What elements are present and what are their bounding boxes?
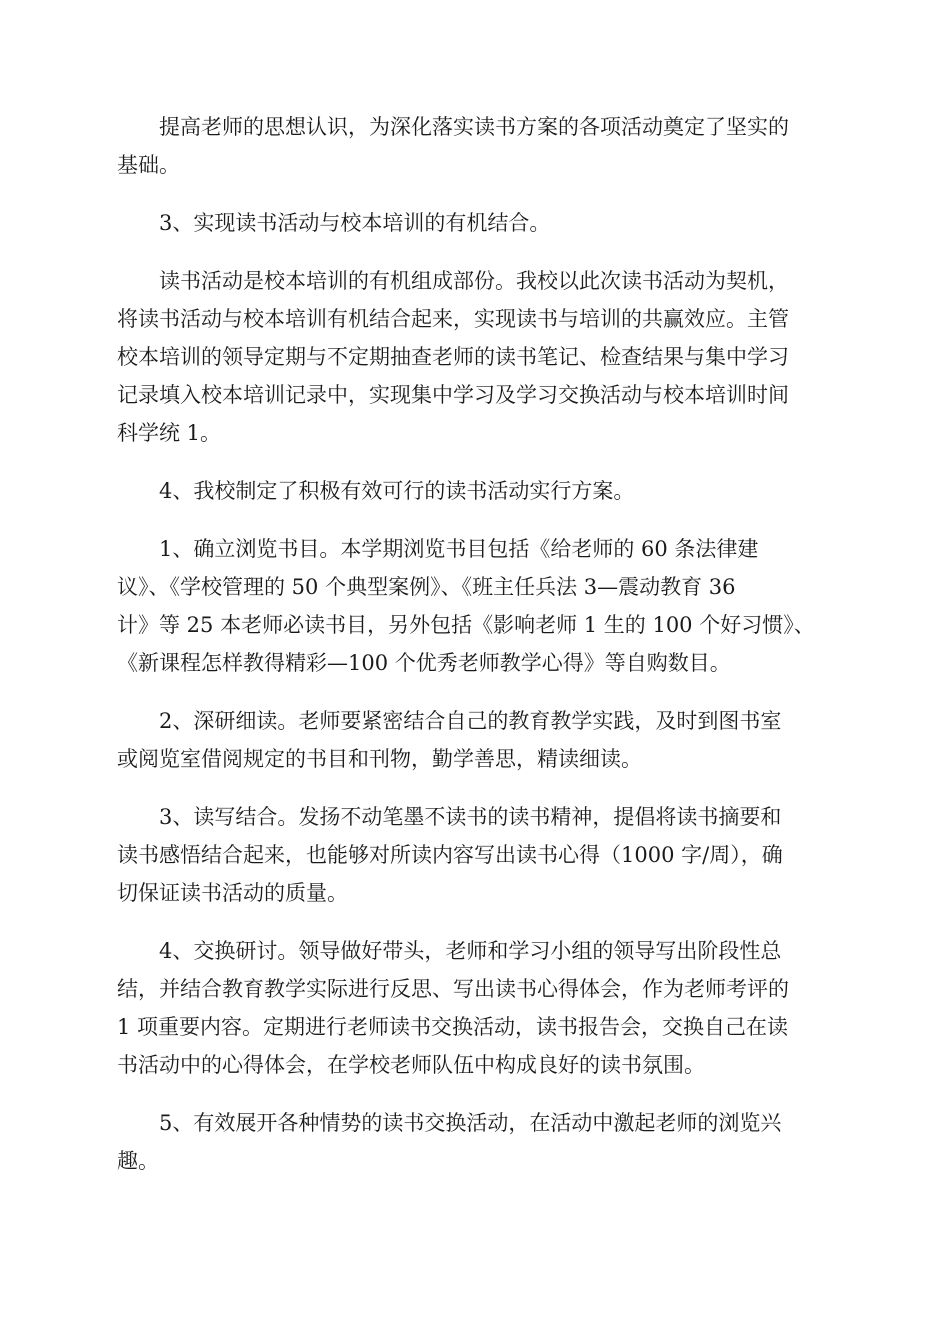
text-line: 1、确立浏览书目。本学期浏览书目包括《给老师的 60 条法律建 (159, 537, 759, 561)
item-5-activities (117, 1104, 833, 1180)
text-line: 将读书活动与校本培训有机结合起来，实现读书与培训的共赢效应。主管 (117, 307, 789, 331)
text-line: 校本培训的领导定期与不定期抽查老师的读书笔记、检查结果与集中学习 (117, 345, 789, 369)
document-page (117, 108, 833, 1200)
text-line: 切保证读书活动的质量。 (117, 881, 348, 905)
text-line: 书活动中的心得体会，在学校老师队伍中构成良好的读书氛围。 (117, 1053, 705, 1077)
text-line: 议》、《学校管理的 50 个典型案例》、《班主任兵法 3—震动教育 36 (117, 575, 736, 599)
item-3-reading-writing (117, 798, 833, 912)
text-line: 1 项重要内容。定期进行老师读书交换活动，读书报告会，交换自己在读 (117, 1015, 789, 1039)
text-line: 读书活动是校本培训的有机组成部份。我校以此次读书活动为契机， (159, 269, 789, 293)
heading-3 (117, 204, 833, 242)
text-line: 基础。 (117, 153, 180, 177)
text-line: 2、深研细读。老师要紧密结合自己的教育教学实践，及时到图书室 (159, 709, 782, 733)
text-line: 4、我校制定了积极有效可行的读书活动实行方案。 (159, 479, 635, 503)
text-line: 读书感悟结合起来，也能够对所读内容写出读书心得（1000 字/周），确 (117, 843, 783, 867)
item-2-deep-reading (117, 702, 833, 778)
text-line: 3、实现读书活动与校本培训的有机结合。 (159, 211, 551, 235)
heading-4 (117, 472, 833, 510)
text-line: 结，并结合教育教学实际进行反思、写出读书心得体会，作为老师考评的 (117, 977, 789, 1001)
text-line: 计》等 25 本老师必读书目，另外包括《影响老师 1 生的 100 个好习惯》、 (117, 613, 815, 637)
item-4-exchange (117, 932, 833, 1084)
text-line: 科学统 1。 (117, 421, 222, 445)
text-line: 《新课程怎样教得精彩—100 个优秀老师教学心得》等自购数目。 (117, 651, 731, 675)
paragraph-reading-training (117, 262, 833, 452)
text-line: 趣。 (117, 1149, 159, 1173)
text-line: 4、交换研讨。领导做好带头，老师和学习小组的领导写出阶段性总 (159, 939, 782, 963)
item-1-reading-list (117, 530, 833, 682)
text-line: 记录填入校本培训记录中，实现集中学习及学习交换活动与校本培训时间 (117, 383, 789, 407)
text-line: 或阅览室借阅规定的书目和刊物，勤学善思，精读细读。 (117, 747, 642, 771)
paragraph-1 (117, 108, 833, 184)
text-line: 提高老师的思想认识，为深化落实读书方案的各项活动奠定了坚实的 (159, 115, 789, 139)
text-line: 5、有效展开各种情势的读书交换活动，在活动中激起老师的浏览兴 (159, 1111, 782, 1135)
text-line: 3、读写结合。发扬不动笔墨不读书的读书精神，提倡将读书摘要和 (159, 805, 782, 829)
